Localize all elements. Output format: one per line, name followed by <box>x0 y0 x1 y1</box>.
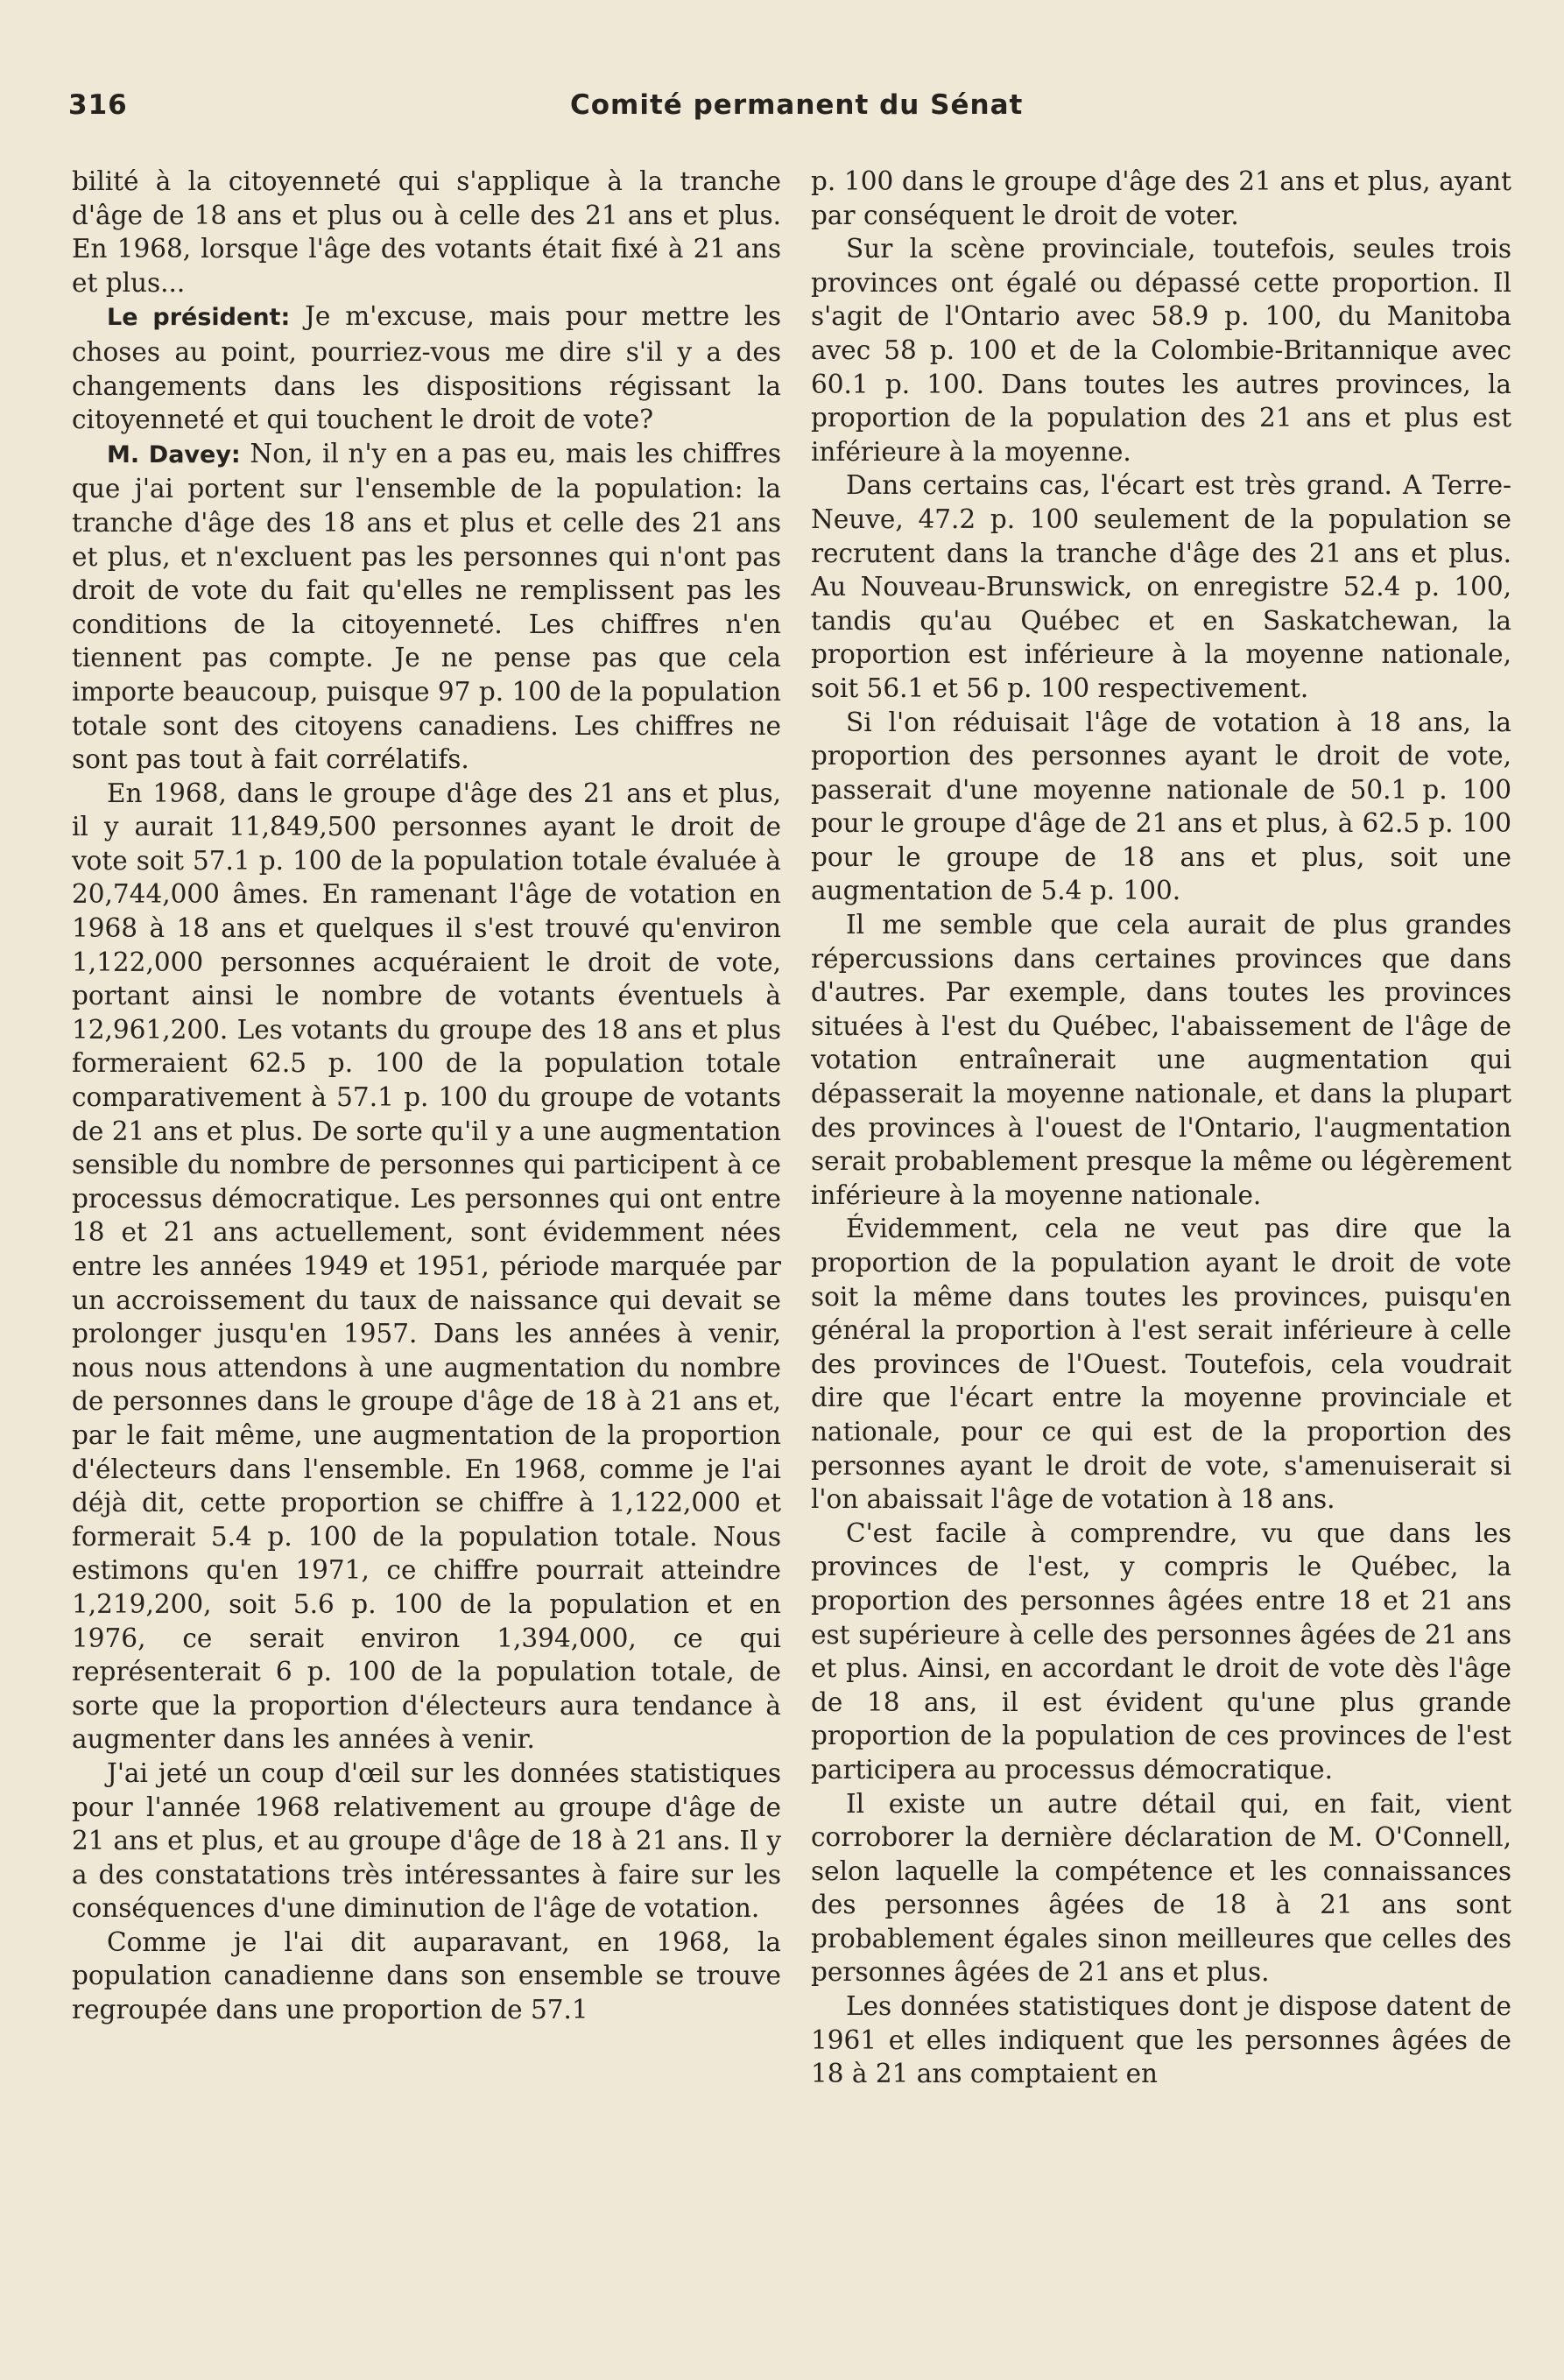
paragraph: Dans certains cas, l'écart est très grand. A Terre-Neuve, 47.2 p. 100 seulement de la population se recrutent dans la tranche d'âge des 21 ans et plus. Au Nouveau-Brunswick, on enregistre 52.4 p. 100, tandis qu'au Québec et en Saskatchewan, la proportion est inférieure à la moyenne nationale, soit 56.1 et 56 p. 100 respectivement. <box>811 470 1511 703</box>
paragraph: Sur la scène provinciale, toutefois, seules trois provinces ont égalé ou dépassé cette proportion. Il s'agit de l'Ontario avec 58.9 p. 100, du Manitoba avec 58 p. 100 et de la Colombie-Britannique avec 60.1 p. 100. Dans toutes les autres provinces, la proportion de la population des 21 ans et plus est inférieure à la moyenne. <box>811 234 1511 467</box>
paragraph: J'ai jeté un coup d'œil sur les données statistiques pour l'année 1968 relativement au groupe d'âge de 21 ans et plus, et au groupe d'âge de 18 à 21 ans. Il y a des constatations très intéressantes à faire sur les conséquences d'une diminution de l'âge de votation. <box>72 1757 781 1924</box>
page-number: 316 <box>68 89 128 121</box>
paragraph <box>72 299 781 436</box>
paragraph: Il existe un autre détail qui, en fait, vient corroborer la dernière déclaration de M. O'Connell, selon laquelle la compétence et les connaissances des personnes âgées de 18 à 21 ans sont probablement égales sinon meilleures que celles des personnes âgées de 21 ans et plus. <box>811 1788 1511 1988</box>
right-column <box>811 165 1511 2091</box>
paragraph: Évidemment, cela ne veut pas dire que la proportion de la population ayant le droit de vote soit la même dans toutes les provinces, puisqu'en général la proportion à l'est serait inférieure à celle des provinces de l'Ouest. Toutefois, cela voudrait dire que l'écart entre la moyenne provinciale et nationale, pour ce qui est de la proportion des personnes ayant le droit de vote, s'amenuiserait si l'on abaissait l'âge de votation à 18 ans. <box>811 1214 1511 1515</box>
left-column <box>72 165 781 2027</box>
paragraph: Comme je l'ai dit auparavant, en 1968, la population canadienne dans son ensemble se trouve regroupée dans une proportion de 57.1 <box>72 1926 781 2025</box>
paragraph: Les données statistiques dont je dispose datent de 1961 et elles indiquent que les personnes âgées de 18 à 21 ans comptaient en <box>811 1991 1511 2089</box>
paragraph-text: Je m'excuse, mais pour mettre les choses au point, pourriez-vous me dire s'il y a des changements dans les dispositions régissant la citoyenneté et qui touchent le droit de vote? <box>72 301 781 435</box>
paragraph-text: Non, il n'y en a pas eu, mais les chiffres que j'ai portent sur l'ensemble de la population: la tranche d'âge des 18 ans et plus et celle des 21 ans et plus, et n'excluent pas les personnes qui n'ont pas droit de vote du fait qu'elles ne remplissent pas les conditions de la citoyenneté. Les chiffres n'en tiennent pas compte. Je ne pense pas que cela importe beaucoup, puisque 97 p. 100 de la population totale sont des citoyens canadiens. Les chiffres ne sont pas tout à fait corrélatifs. <box>72 438 781 775</box>
paragraph: Si l'on réduisait l'âge de votation à 18 ans, la proportion des personnes ayant le droit de vote, passerait d'une moyenne nationale de 50.1 p. 100 pour le groupe d'âge de 21 ans et plus, à 62.5 p. 100 pour le groupe de 18 ans et plus, soit une augmentation de 5.4 p. 100. <box>811 707 1511 906</box>
paragraph: En 1968, dans le groupe d'âge des 21 ans et plus, il y aurait 11,849,500 personnes ayant le droit de vote soit 57.1 p. 100 de la population totale évaluée à 20,744,000 âmes. En ramenant l'âge de votation en 1968 à 18 ans et quelques il s'est trouvé qu'environ 1,122,000 personnes acquéraient le droit de vote, portant ainsi le nombre de votants éventuels à 12,961,200. Les votants du groupe des 18 ans et plus formeraient 62.5 p. 100 de la population totale comparativement à 57.1 p. 100 du groupe de votants de 21 ans et plus. De sorte qu'il y a une augmentation sensible du nombre de personnes qui participent à ce processus démocratique. Les personnes qui ont entre 18 et 21 ans actuellement, sont évidemment nées entre les années 1949 et 1951, période marquée par un accroissement du taux de naissance qui devait se prolonger jusqu'en 1957. Dans les années à venir, nous nous attendons à une augmentation du nombre de personnes dans le groupe d'âge de 18 à 21 ans et, par le fait même, une augmentation de la proportion d'électeurs dans l'ensemble. En 1968, comme je l'ai déjà dit, cette proportion se chiffre à 1,122,000 et formerait 5.4 p. 100 de la population totale. Nous estimons qu'en 1971, ce chiffre pourrait atteindre 1,219,200, soit 5.6 p. 100 de la population et en 1976, ce serait environ 1,394,000, ce qui représenterait 6 p. 100 de la population totale, de sorte que la proportion d'électeurs aura tendance à augmenter dans les années à venir. <box>72 778 781 1755</box>
speaker-name: M. Davey: <box>107 440 241 468</box>
paragraph <box>72 437 781 777</box>
paragraph: C'est facile à comprendre, vu que dans les provinces de l'est, y compris le Québec, la proportion des personnes âgées entre 18 et 21 ans est supérieure à celle des personnes âgées de 21 ans et plus. Ainsi, en accordant le droit de vote dès l'âge de 18 ans, il est évident qu'une plus grande proportion de la population de ces provinces de l'est participera au processus démocratique. <box>811 1517 1511 1785</box>
paragraph: Il me semble que cela aurait de plus grandes répercussions dans certaines provinces que dans d'autres. Par exemple, dans toutes les provinces situées à l'est du Québec, l'abaissement de l'âge de votation entraînerait une augmentation qui dépasserait la moyenne nationale, et dans la plupart des provinces à l'ouest de l'Ontario, l'augmentation serait probablement presque la même ou légèrement inférieure à la moyenne nationale. <box>811 910 1511 1210</box>
paragraph: p. 100 dans le groupe d'âge des 21 ans et plus, ayant par conséquent le droit de voter. <box>811 166 1511 230</box>
paragraph: bilité à la citoyenneté qui s'applique à la tranche d'âge de 18 ans et plus ou à celle des 21 ans et plus. En 1968, lorsque l'âge des votants était fixé à 21 ans et plus... <box>72 166 781 298</box>
running-header-title: Comité permanent du Sénat <box>570 89 1024 121</box>
speaker-name: Le président: <box>107 304 291 332</box>
